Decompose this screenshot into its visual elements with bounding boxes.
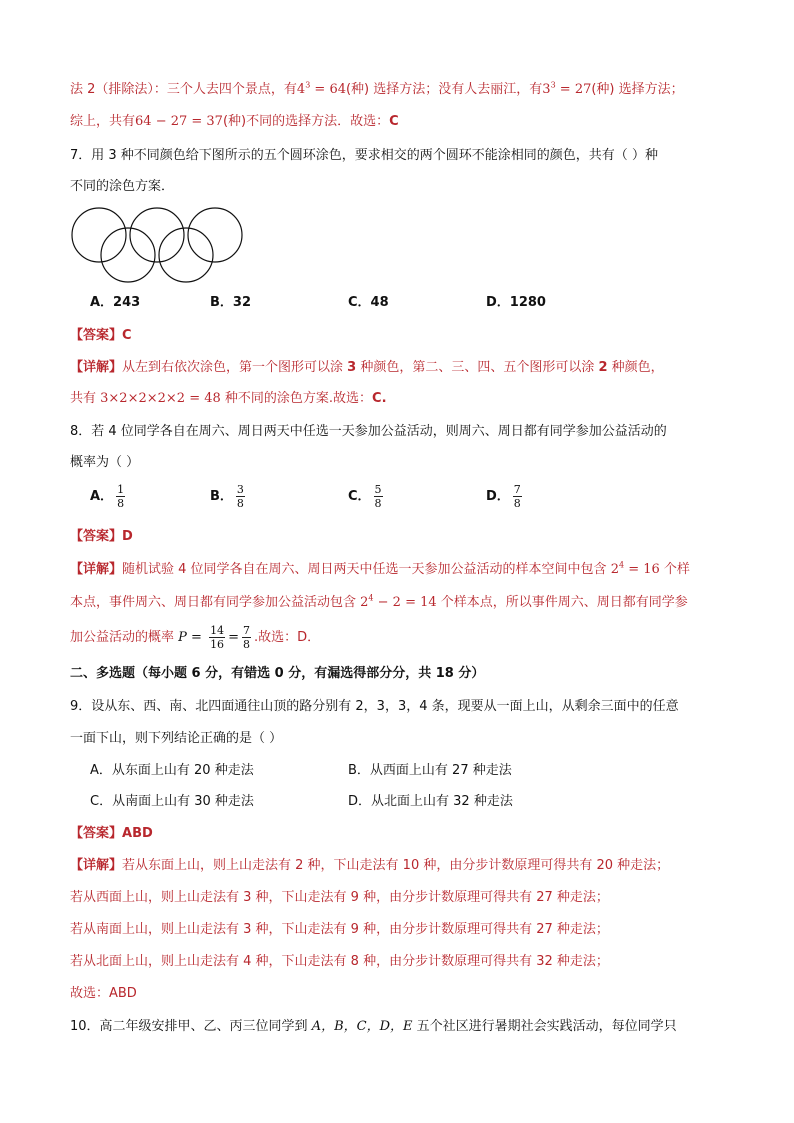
q9-detail-line5: 故选：ABD (70, 986, 137, 1001)
math-4-power: $4^3 = 64$ (296, 80, 346, 97)
q8-detail-line1: 【详解】随机试验 4 位同学各自在周六、周日两天中任选一天参加公益活动的样本空间中包含 $2^4 = 16$ 个样 (70, 560, 690, 577)
q7-answer: 【答案】C (70, 328, 132, 343)
q8-detail-line2: 本点，事件周六、周日都有同学参加公益活动包含 $2^4 - 2 = 14$ 个样本点，所以事件周六、周日都有同学参 (70, 593, 688, 610)
q8-option-a: A． $\frac{1}{8}$ (90, 483, 125, 510)
math-3-power: $3^3 = 27$ (542, 80, 592, 97)
ring-1 (72, 208, 126, 262)
q9-detail-line4: 若从北面上山，则上山走法有 4 种，下山走法有 8 种，由分步计数原理可得共有 32 种走法； (70, 954, 609, 969)
q7-option-d: D．1280 (486, 295, 546, 310)
q8-answer: 【答案】D (70, 529, 133, 544)
q10-text-line1: 10．高二年级安排甲、乙、丙三位同学到 A，B，C，D，E 五个社区进行暑期社会实践活动，每位同学只 (70, 1019, 677, 1034)
q7-text-line2: 不同的涂色方案． (70, 179, 175, 194)
q9-option-c: C．从南面上山有 30 种走法 (90, 794, 254, 809)
q9-option-b: B．从西面上山有 27 种走法 (348, 763, 512, 778)
q9-detail-line3: 若从南面上山，则上山走法有 3 种，下山走法有 9 种，由分步计数原理可得共有 27 种走法； (70, 922, 609, 937)
q8-text-line1: 8．若 4 位同学各自在周六、周日两天中任选一天参加公益活动，则周六、周日都有同学参加公益活动的 (70, 424, 667, 439)
q7-option-a: A．243 (90, 295, 141, 310)
q9-text-line1: 9．设从东、西、南、北四面通往山顶的路分别有 2，3，3，4 条，现要从一面上山，从剩余三面中的任意 (70, 699, 679, 714)
q9-text-line2: 一面下山，则下列结论正确的是（ ） (70, 731, 283, 746)
q7-detail-line2: 共有 3×2×2×2×2 = 48 种不同的涂色方案.故选：C. (70, 391, 387, 406)
q7-option-c: C．48 (348, 295, 389, 310)
ring-4 (101, 228, 155, 282)
ring-5 (159, 228, 213, 282)
q8-detail-line3: 加公益活动的概率 P = $\frac{14}{16}$ = $\frac{7}{8}$ .故选：D． (70, 624, 321, 651)
solution-summary-line: 综上，共有64 − 27 = 37(种)不同的选择方法．故选：C (70, 114, 399, 129)
section-multi-choice-heading: 二、多选题（每小题 6 分，有错选 0 分，有漏选得部分分，共 18 分） (70, 666, 485, 681)
q8-option-b: B． $\frac{3}{8}$ (210, 483, 244, 510)
solution-method2-line: 法 2（排除法）：三个人去四个景点，有$4^3 = 64$(种) 选择方法；没有人去丽江，有$3^3 = 27$(种) 选择方法； (70, 80, 684, 97)
q8-option-c: C． $\frac{5}{8}$ (348, 483, 382, 510)
q8-option-d: D． $\frac{7}{8}$ (486, 483, 521, 510)
q9-option-a: A．从东面上山有 20 种走法 (90, 763, 254, 778)
ring-2 (130, 208, 184, 262)
ring-3 (188, 208, 242, 262)
q7-option-b: B．32 (210, 295, 251, 310)
q9-answer: 【答案】ABD (70, 826, 153, 841)
q9-detail-line1: 【详解】若从东面上山，则上山走法有 2 种，下山走法有 10 种，由分步计数原理可得共有 20 种走法； (70, 858, 670, 873)
q7-detail-line1: 【详解】从左到右依次涂色，第一个图形可以涂 3 种颜色，第二、三、四、五个图形可以涂 2 种颜色， (70, 360, 664, 375)
q8-text-line2: 概率为（ ） (70, 455, 140, 470)
q9-option-d: D．从北面上山有 32 种走法 (348, 794, 513, 809)
five-rings-figure (70, 205, 246, 285)
q7-text-line1: 7．用 3 种不同颜色给下图所示的五个圆环涂色，要求相交的两个圆环不能涂相同的颜色，共有（ ）种 (70, 148, 658, 163)
q9-detail-line2: 若从西面上山，则上山走法有 3 种，下山走法有 9 种，由分步计数原理可得共有 27 种走法； (70, 890, 609, 905)
